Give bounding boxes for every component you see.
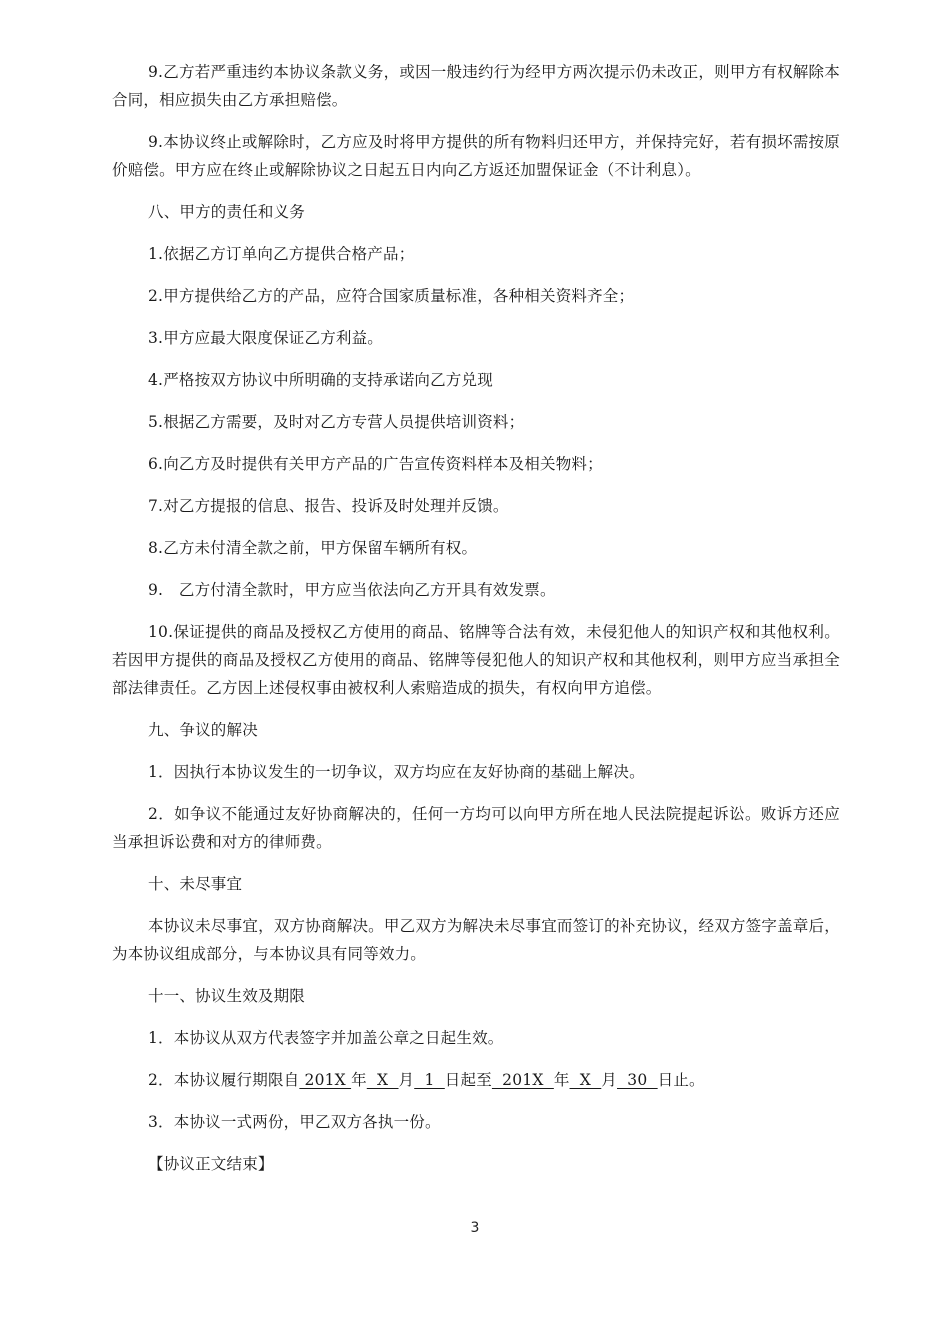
clause-paragraph: 1.依据乙方订单向乙方提供合格产品； [148,245,415,263]
start-day-blank: 1 [414,1071,445,1089]
start-month-blank: X [366,1071,399,1089]
start-year-blank: 201X [299,1071,352,1089]
page-number: 3 [470,1220,480,1236]
clause-paragraph: 8.乙方未付清全款之前，甲方保留车辆所有权。 [148,539,478,557]
clause-paragraph: 9.本协议终止或解除时，乙方应及时将甲方提供的所有物料归还甲方，并保持完好，若有损坏需按原价赔偿。甲方应在终止或解除协议之日起五日内向乙方返还加盟保证金（不计利息）。 [112,133,840,179]
clause-paragraph: 2．如争议不能通过友好协商解决的，任何一方均可以向甲方所在地人民法院提起诉讼。败诉方还应当承担诉讼费和对方的律师费。 [112,805,840,851]
section-heading: 十一、协议生效及期限 [148,987,306,1005]
year-label: 年 [351,1071,367,1089]
end-day-blank: 30 [617,1071,658,1089]
day-label: 日起至 [444,1071,492,1089]
clause-paragraph: 9.乙方若严重违约本协议条款义务，或因一般违约行为经甲方两次提示仍未改正，则甲方有权解除本合同，相应损失由乙方承担赔偿。 [112,63,840,109]
term-suffix: 日止。 [657,1071,705,1089]
clause-paragraph: 7.对乙方提报的信息、报告、投诉及时处理并反馈。 [148,497,509,515]
section-heading: 十、未尽事宜 [148,875,243,893]
month-label: 月 [601,1071,617,1089]
clause-paragraph: 2.甲方提供给乙方的产品，应符合国家质量标准，各种相关资料齐全； [148,287,635,305]
clause-paragraph: 4.严格按双方协议中所明确的支持承诺向乙方兑现 [148,371,493,389]
month-label: 月 [398,1071,415,1089]
clause-paragraph: 9. 乙方付清全款时，甲方应当依法向乙方开具有效发票。 [148,581,556,599]
year-label: 年 [553,1071,570,1089]
section-heading: 八、甲方的责任和义务 [148,203,306,221]
term-prefix: 2．本协议履行期限自 [148,1071,300,1089]
clause-paragraph: 本协议未尽事宜，双方协商解决。甲乙双方为解决未尽事宜而签订的补充协议，经双方签字盖章后，为本协议组成部分，与本协议具有同等效力。 [112,917,840,963]
clause-paragraph: 6.向乙方及时提供有关甲方产品的广告宣传资料样本及相关物料； [148,455,603,473]
end-month-blank: X [569,1071,602,1089]
clause-paragraph: 1．因执行本协议发生的一切争议，双方均应在友好协商的基础上解决。 [148,763,645,781]
clause-paragraph: 3．本协议一式两份，甲乙双方各执一份。 [148,1113,441,1131]
clause-paragraph: 5.根据乙方需要，及时对乙方专营人员提供培训资料； [148,413,525,431]
end-year-blank: 201X [491,1071,554,1089]
clause-paragraph: 1．本协议从双方代表签字并加盖公章之日起生效。 [148,1029,504,1047]
term-clause [112,1066,840,1094]
clause-paragraph: 3.甲方应最大限度保证乙方利益。 [148,329,383,347]
end-of-text-marker: 【协议正文结束】 [148,1155,274,1173]
section-heading: 九、争议的解决 [148,721,258,739]
clause-paragraph: 10.保证提供的商品及授权乙方使用的商品、铭牌等合法有效，未侵犯他人的知识产权和其他权利。若因甲方提供的商品及授权乙方使用的商品、铭牌等侵犯他人的知识产权和其他权利，则甲方应当承担全部法律责任。乙方因上述侵权事由被权利人索赔造成的损失，有权向甲方追偿。 [112,623,840,697]
